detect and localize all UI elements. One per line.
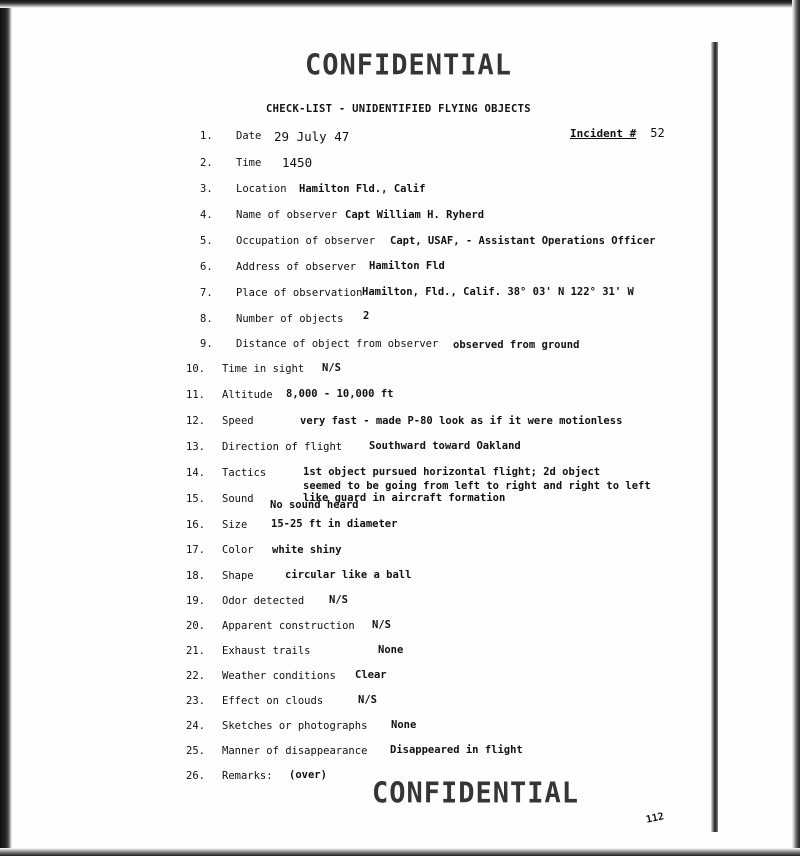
- item-field: Date: [236, 130, 262, 142]
- item-number: 10.: [186, 363, 205, 375]
- item-number: 12.: [186, 415, 205, 427]
- item-field: Time: [236, 157, 262, 169]
- item-value-number-of-objects: 2: [363, 310, 370, 322]
- item-number: 15.: [186, 493, 205, 505]
- item-value-distance: observed from ground: [453, 339, 580, 351]
- item-value-construction: N/S: [372, 619, 391, 631]
- item-value-tactics-line3: like guard in aircraft formation: [303, 492, 506, 504]
- item-number: 24.: [186, 720, 205, 732]
- item-field: Location: [236, 183, 287, 195]
- item-field: Altitude: [222, 389, 273, 401]
- item-number: 1.: [200, 130, 213, 142]
- item-field: Time in sight: [222, 363, 305, 375]
- item-number: 23.: [186, 695, 205, 707]
- item-value-time: 1450: [282, 155, 313, 170]
- item-field: Manner of disappearance: [222, 745, 368, 757]
- item-value-location: Hamilton Fld., Calif: [299, 183, 426, 195]
- item-value-color: white shiny: [272, 544, 342, 556]
- item-value-tactics-line1: 1st object pursued horizontal flight; 2d object: [303, 466, 601, 478]
- item-field: Number of objects: [236, 313, 344, 325]
- item-number: 22.: [186, 670, 205, 682]
- item-value-disappearance: Disappeared in flight: [390, 744, 523, 756]
- item-value-size: 15-25 ft in diameter: [271, 518, 398, 530]
- scan-binding-bar: [711, 42, 718, 832]
- incident-label: Incident #: [570, 127, 637, 140]
- item-value-exhaust: None: [378, 644, 404, 656]
- scan-edge-bottom: [0, 848, 800, 856]
- item-number: 19.: [186, 595, 205, 607]
- item-field: Sound: [222, 493, 254, 505]
- item-field: Sketches or photographs: [222, 720, 368, 732]
- item-value-sound: No sound heard: [270, 499, 359, 511]
- item-value-direction: Southward toward Oakland: [369, 440, 521, 452]
- item-value-address: Hamilton Fld: [369, 260, 445, 272]
- item-number: 7.: [200, 287, 213, 299]
- item-number: 21.: [186, 645, 205, 657]
- item-field: Weather conditions: [222, 670, 336, 682]
- item-field: Exhaust trails: [222, 645, 311, 657]
- item-number: 6.: [200, 261, 213, 273]
- item-value-altitude: 8,000 - 10,000 ft: [286, 388, 394, 400]
- item-number: 2.: [200, 157, 213, 169]
- item-number: 14.: [186, 467, 205, 479]
- item-number: 17.: [186, 544, 205, 556]
- scan-edge-left: [0, 0, 12, 856]
- item-value-observer-name: Capt William H. Ryherd: [345, 209, 485, 221]
- item-value-remarks: (over): [289, 769, 327, 781]
- item-number: 18.: [186, 570, 205, 582]
- item-value-sketches: None: [391, 719, 417, 731]
- item-field: Color: [222, 544, 254, 556]
- item-field: Distance of object from observer: [236, 338, 439, 350]
- item-value-speed: very fast - made P-80 look as if it were motionless: [300, 415, 623, 427]
- item-field: Shape: [222, 570, 254, 582]
- item-number: 11.: [186, 389, 205, 401]
- item-number: 26.: [186, 770, 205, 782]
- item-field: Tactics: [222, 467, 267, 479]
- document-heading: CHECK-LIST - UNIDENTIFIED FLYING OBJECTS: [266, 103, 531, 115]
- item-field: Name of observer: [236, 209, 338, 221]
- item-field: Direction of flight: [222, 441, 343, 453]
- item-field: Apparent construction: [222, 620, 355, 632]
- item-field: Size: [222, 519, 248, 531]
- item-number: 3.: [200, 183, 213, 195]
- item-value-place: Hamilton, Fld., Calif. 38° 03' N 122° 31' W: [362, 286, 634, 298]
- item-field: Effect on clouds: [222, 695, 324, 707]
- item-number: 16.: [186, 519, 205, 531]
- item-value-weather: Clear: [355, 669, 387, 681]
- item-field: Place of observation: [236, 287, 363, 299]
- page-mark: 112: [645, 811, 666, 826]
- item-number: 20.: [186, 620, 205, 632]
- confidential-stamp-bottom: CONFIDENTIAL: [372, 777, 580, 810]
- item-value-occupation: Capt, USAF, - Assistant Operations Officer: [390, 235, 656, 247]
- item-value-date: 29 July 47: [274, 129, 350, 144]
- incident-value: 52: [650, 126, 665, 140]
- item-field: Odor detected: [222, 595, 305, 607]
- item-number: 8.: [200, 313, 213, 325]
- item-field: Speed: [222, 415, 254, 427]
- scan-edge-right: [792, 0, 800, 856]
- confidential-stamp-top: CONFIDENTIAL: [305, 49, 513, 82]
- item-field: Address of observer: [236, 261, 357, 273]
- item-number: 25.: [186, 745, 205, 757]
- incident-number: [570, 126, 665, 140]
- item-field: Occupation of observer: [236, 235, 376, 247]
- item-number: 5.: [200, 235, 213, 247]
- item-value-tactics-line2: seemed to be going from left to right and right to left: [303, 480, 651, 492]
- item-value-clouds: N/S: [358, 694, 377, 706]
- scan-edge-top: [0, 0, 800, 8]
- item-number: 9.: [200, 338, 213, 350]
- item-value-shape: circular like a ball: [285, 569, 412, 581]
- item-value-odor: N/S: [329, 594, 348, 606]
- item-number: 4.: [200, 209, 213, 221]
- item-number: 13.: [186, 441, 205, 453]
- item-value-time-in-sight: N/S: [322, 362, 341, 374]
- item-field: Remarks:: [222, 770, 273, 782]
